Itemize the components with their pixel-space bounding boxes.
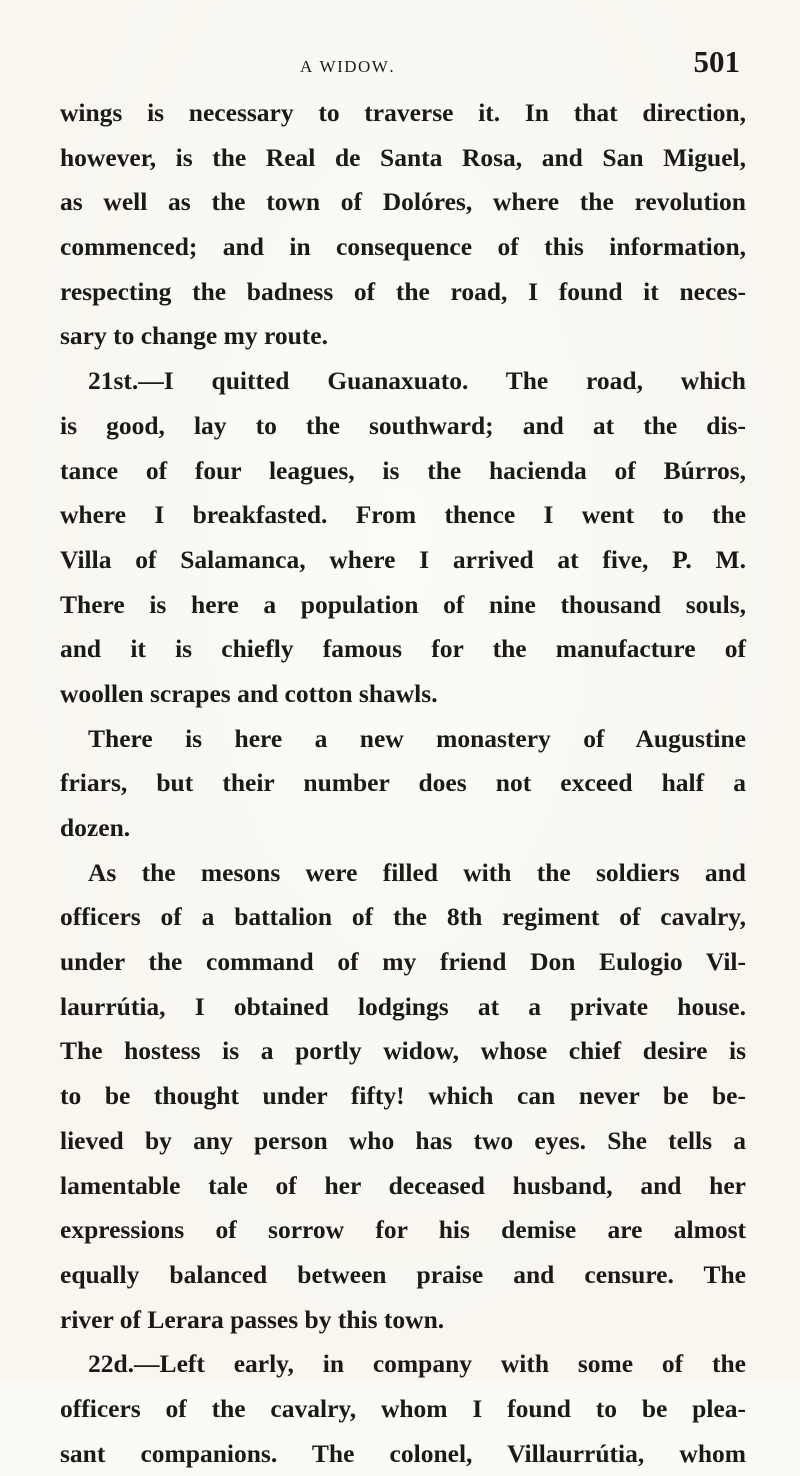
text-line: river of Lerara passes by this town. [60,1304,445,1334]
text-line: is good, lay to the southward; and at the dis- [60,410,746,440]
text-line: Villa of Salamanca, where I arrived at five, P. M. [60,544,746,574]
text-line: officers of a battalion of the 8th regiment of cavalry, [60,902,746,932]
text-line: and it is chiefly famous for the manufacture of [60,634,746,664]
text-line: sant companions. The colonel, Villaurrútia, whom [60,1438,746,1468]
text-line: 21st.—I quitted Guanaxuato. The road, which [88,366,746,396]
text-line: dozen. [60,813,131,842]
running-title: a widow. [300,52,396,78]
running-head [0,44,800,88]
text-line: wings is necessary to traverse it. In that direction, [60,98,746,127]
page-number: 501 [693,44,740,79]
text-line: friars, but their number does not exceed half a [60,768,746,798]
text-line: The hostess is a portly widow, whose chief desire is [60,1036,746,1066]
text-line: There is here a population of nine thousand souls, [60,589,746,619]
text-line: As the mesons were filled with the soldiers and [88,857,746,887]
text-line: tance of four leagues, is the hacienda of Búrros, [60,455,746,485]
text-line: under the command of my friend Don Eulogio Vil- [60,947,746,977]
text-line: lamentable tale of her deceased husband, and her [60,1170,746,1200]
text-line: to be thought under fifty! which can never be be- [60,1081,746,1111]
text-line: as well as the town of Dolóres, where the revolution [60,187,746,217]
text-line: where I breakfasted. From thence I went to the [60,500,746,530]
text-line: officers of the cavalry, whom I found to be plea- [60,1393,746,1423]
text-line: equally balanced between praise and censure. The [60,1259,746,1289]
text-line: commenced; and in consequence of this information, [60,232,746,262]
text-line: expressions of sorrow for his demise are almost [60,1215,746,1245]
text-line: lieved by any person who has two eyes. She tells a [60,1125,746,1155]
text-line: sary to change my route. [60,321,328,351]
text-line: woollen scrapes and cotton shawls. [60,678,438,708]
body-text [60,91,746,1476]
text-line: 22d.—Left early, in company with some of the [88,1349,746,1379]
text-line: There is here a new monastery of Augustine [88,723,746,753]
text-line: laurrútia, I obtained lodgings at a private house. [60,991,746,1021]
text-line: however, is the Real de Santa Rosa, and San Miguel, [60,142,746,172]
text-line: respecting the badness of the road, I found it neces- [60,276,746,306]
